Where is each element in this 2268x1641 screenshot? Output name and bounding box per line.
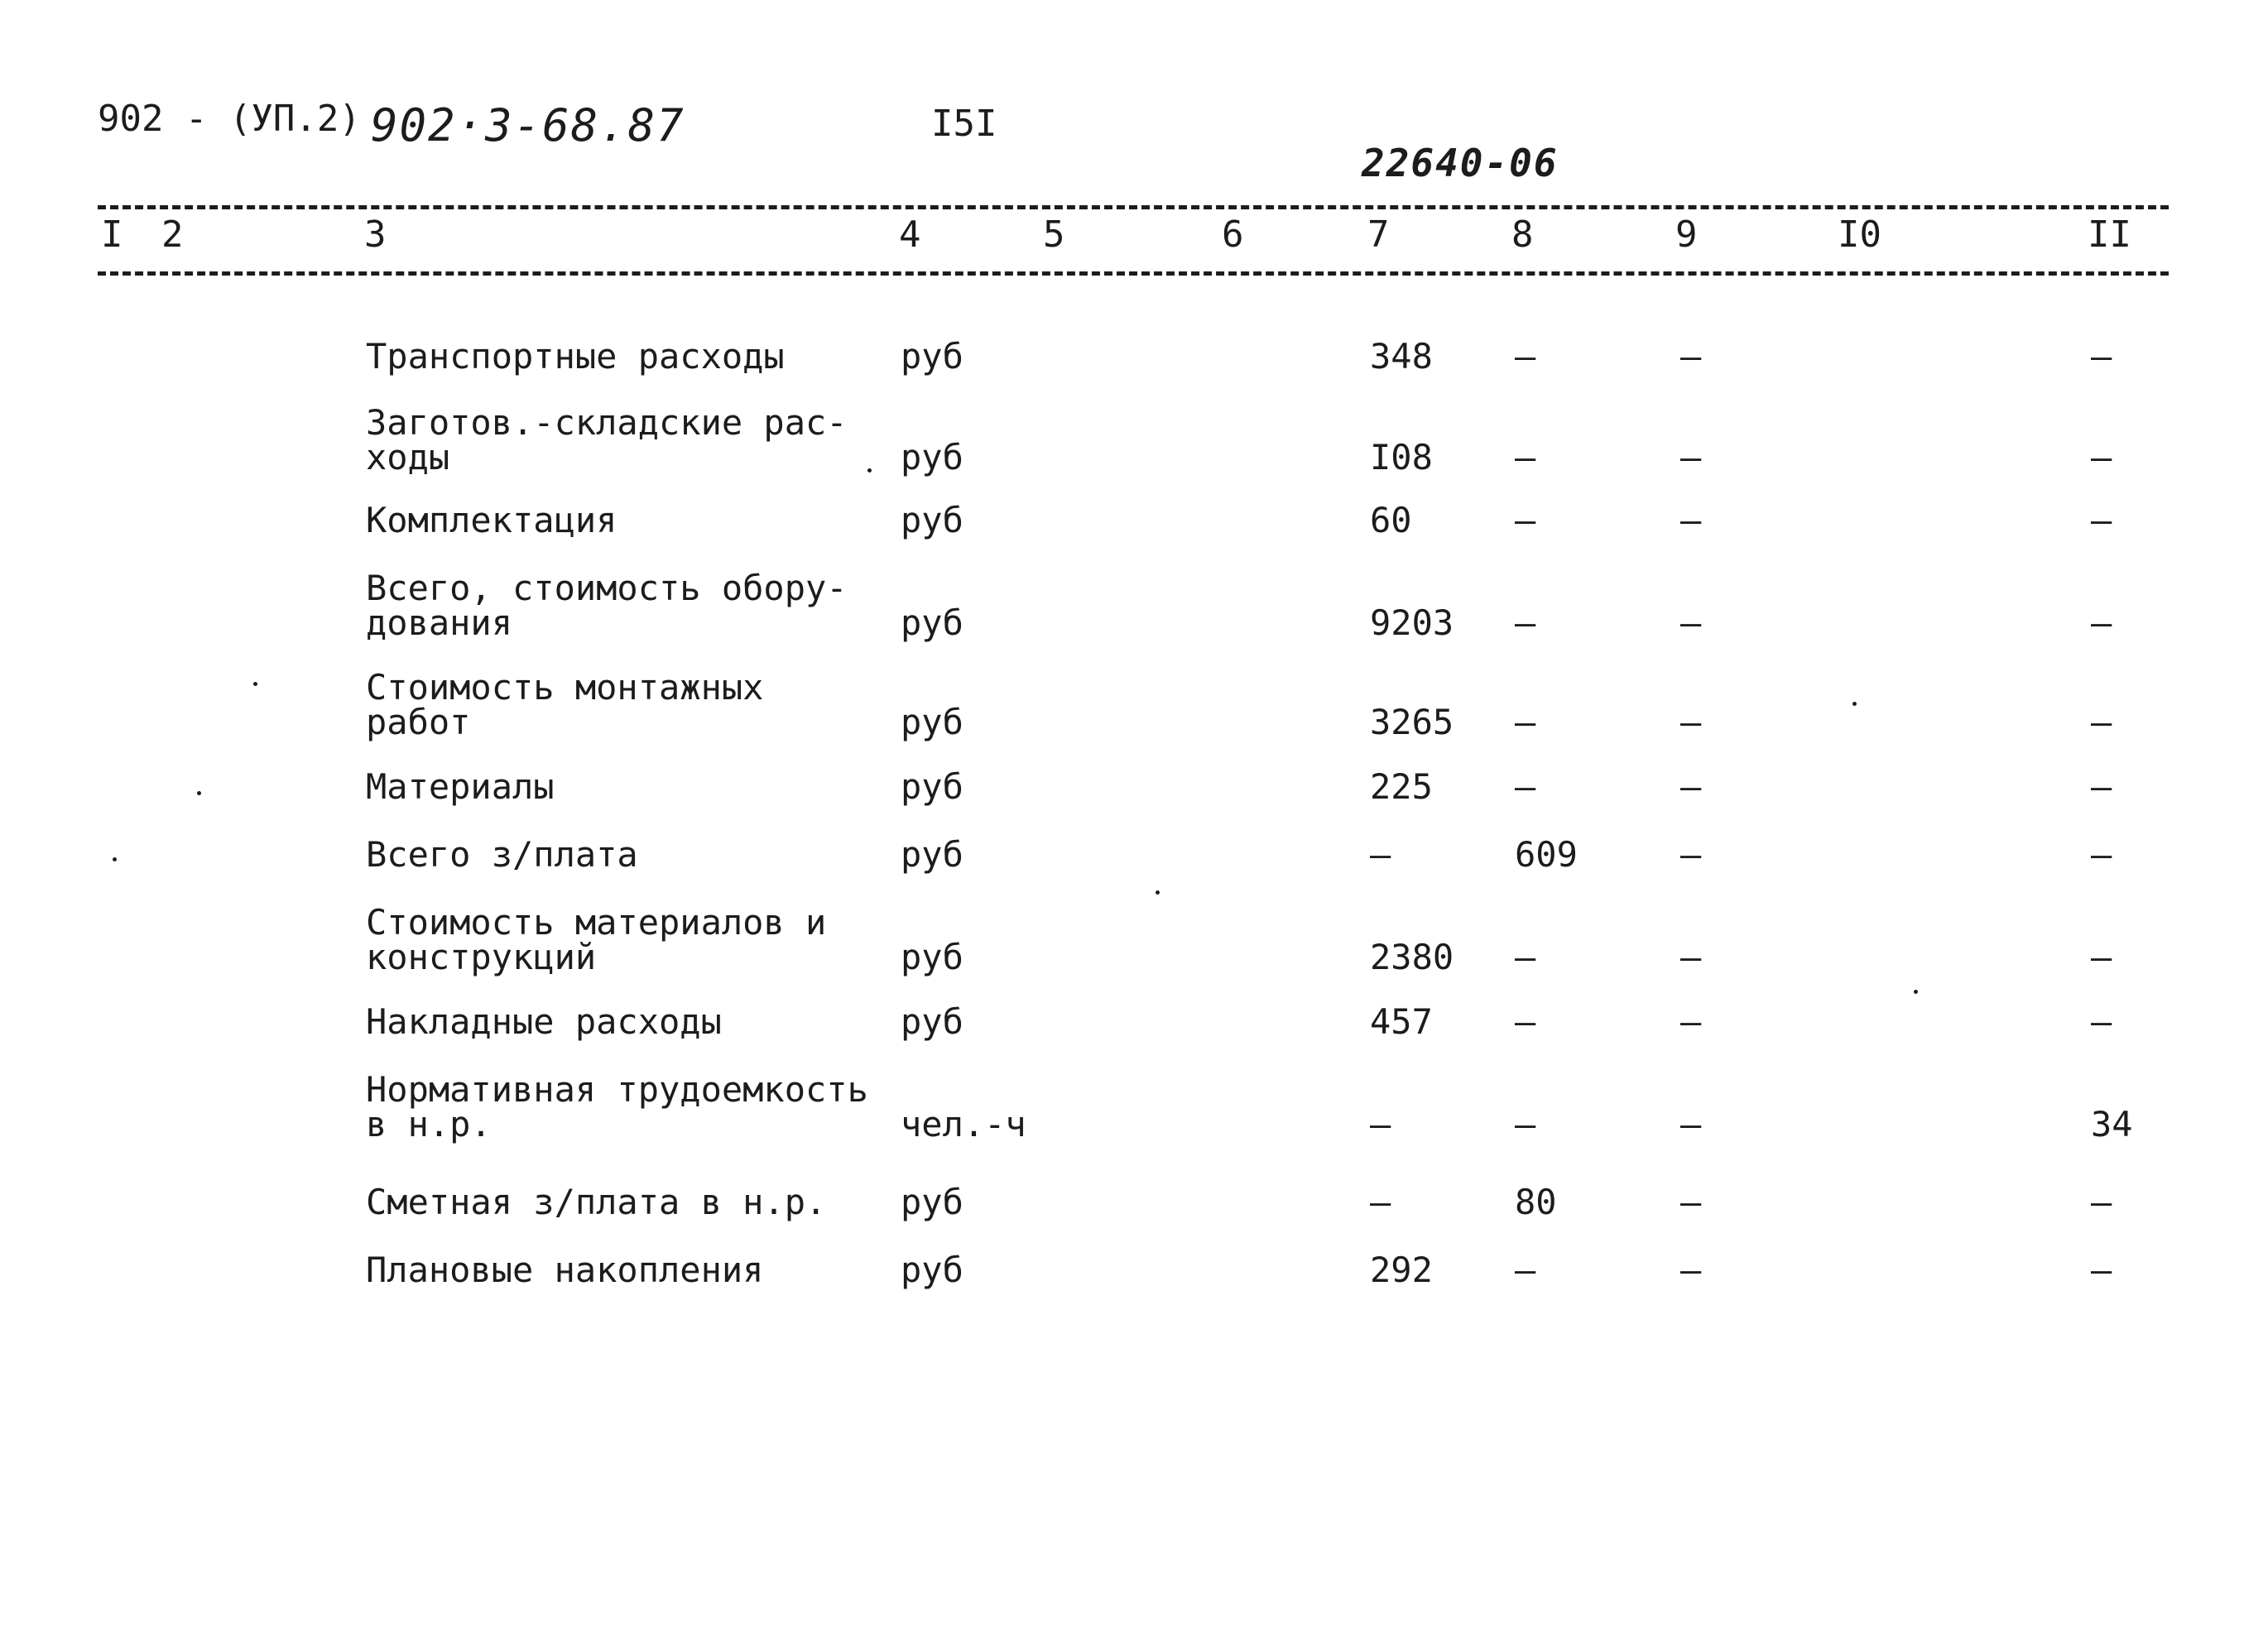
cell-c9: – <box>1680 1250 1702 1290</box>
cell-c7: 9203 <box>1370 602 1454 643</box>
row-description <box>366 1001 722 1042</box>
cell-c11: – <box>2091 336 2112 377</box>
cell-c9: – <box>1680 500 1702 540</box>
cell-c7: – <box>1370 834 1391 875</box>
cell-c8: 80 <box>1515 1182 1557 1222</box>
row-description <box>366 336 785 377</box>
handwritten-project-code: 902·3-68.87 <box>371 99 685 151</box>
cell-c9: – <box>1680 1001 1702 1042</box>
cell-c8: – <box>1515 937 1536 977</box>
cell-c8: – <box>1515 1001 1536 1042</box>
cell-c8: 609 <box>1515 834 1578 875</box>
cell-c11: – <box>2091 1182 2112 1222</box>
cell-c8: – <box>1515 766 1536 807</box>
row-unit: руб <box>901 834 963 875</box>
row-unit: руб <box>901 1182 963 1222</box>
row-description-line: конструкций <box>366 937 597 977</box>
cell-c9: – <box>1680 937 1702 977</box>
column-number: 2 <box>161 214 184 256</box>
scan-speck <box>1914 990 1918 994</box>
cell-c11: – <box>2091 500 2112 540</box>
cell-c9: – <box>1680 1104 1702 1144</box>
header-rule-top <box>98 205 2169 209</box>
cell-c9: – <box>1680 834 1702 875</box>
row-description <box>366 1069 868 1144</box>
cell-c11: – <box>2091 437 2112 477</box>
row-description-line: работ <box>366 702 471 742</box>
cell-c11: 34 <box>2091 1104 2133 1144</box>
cell-c9: – <box>1680 336 1702 377</box>
row-description-line: Заготов.-складские рас- <box>366 402 848 443</box>
row-description-line: Комплектация <box>366 500 617 540</box>
row-description <box>366 667 764 742</box>
scan-speck <box>197 791 201 795</box>
cell-c7: – <box>1370 1104 1391 1144</box>
cell-c11: – <box>2091 1001 2112 1042</box>
cell-c9: – <box>1680 702 1702 742</box>
cell-c7: 292 <box>1370 1250 1433 1290</box>
row-unit: руб <box>901 602 963 643</box>
column-number: 4 <box>899 214 921 256</box>
cell-c8: – <box>1515 1104 1536 1144</box>
row-unit: руб <box>901 500 963 540</box>
row-description-line: Стоимость монтажных <box>366 667 764 708</box>
cell-c8: – <box>1515 702 1536 742</box>
row-unit: чел.-ч <box>901 1104 1026 1144</box>
cell-c9: – <box>1680 602 1702 643</box>
row-description-line: в н.р. <box>366 1104 492 1144</box>
scan-speck <box>253 682 257 686</box>
row-unit: руб <box>901 336 963 377</box>
row-description <box>366 1250 764 1290</box>
cell-c11: – <box>2091 766 2112 807</box>
row-description-line: Всего з/плата <box>366 834 638 875</box>
row-description-line: Материалы <box>366 766 555 807</box>
cell-c11: – <box>2091 937 2112 977</box>
row-description-line: Всего, стоимость обору- <box>366 568 848 608</box>
cell-c8: – <box>1515 1250 1536 1290</box>
scan-speck <box>1852 702 1857 706</box>
column-number: II <box>2088 214 2131 256</box>
scan-speck <box>867 468 872 473</box>
cell-c9: – <box>1680 437 1702 477</box>
row-description <box>366 902 827 977</box>
cell-c11: – <box>2091 702 2112 742</box>
column-number: 8 <box>1511 214 1534 256</box>
row-description-line: Нормативная трудоемкость <box>366 1069 868 1110</box>
row-description-line: Накладные расходы <box>366 1001 722 1042</box>
cell-c7: 60 <box>1370 500 1412 540</box>
column-number: 7 <box>1367 214 1390 256</box>
column-number: 5 <box>1043 214 1065 256</box>
row-description <box>366 766 555 807</box>
column-number: 9 <box>1675 214 1698 256</box>
row-description <box>366 834 638 875</box>
row-unit: руб <box>901 437 963 477</box>
cell-c7: 2380 <box>1370 937 1454 977</box>
row-description <box>366 402 848 477</box>
cell-c7: I08 <box>1370 437 1433 477</box>
cell-c9: – <box>1680 1182 1702 1222</box>
row-description-line: Стоимость материалов и <box>366 902 827 943</box>
header-rule-bottom <box>98 271 2169 276</box>
scan-speck <box>1156 890 1160 895</box>
row-unit: руб <box>901 1001 963 1042</box>
column-number: I0 <box>1838 214 1881 256</box>
document-code: 22640-06 <box>1362 141 1559 185</box>
row-unit: руб <box>901 702 963 742</box>
series-label: 902 - (УП.2) <box>98 98 361 140</box>
cell-c7: – <box>1370 1182 1391 1222</box>
row-unit: руб <box>901 1250 963 1290</box>
column-number: 6 <box>1222 214 1244 256</box>
cell-c7: 3265 <box>1370 702 1454 742</box>
page-number: I5I <box>931 103 997 145</box>
row-description-line: Транспортные расходы <box>366 336 785 377</box>
row-description-line: дования <box>366 602 513 643</box>
row-description-line: Плановые накопления <box>366 1250 764 1290</box>
cell-c11: – <box>2091 602 2112 643</box>
row-description <box>366 500 617 540</box>
row-description-line: Сметная з/плата в н.р. <box>366 1182 827 1222</box>
cell-c7: 348 <box>1370 336 1433 377</box>
cell-c9: – <box>1680 766 1702 807</box>
row-description <box>366 568 848 643</box>
cell-c11: – <box>2091 834 2112 875</box>
cell-c7: 457 <box>1370 1001 1433 1042</box>
cell-c8: – <box>1515 336 1536 377</box>
cell-c8: – <box>1515 500 1536 540</box>
scan-speck <box>113 857 117 861</box>
cell-c11: – <box>2091 1250 2112 1290</box>
row-unit: руб <box>901 937 963 977</box>
column-number: I <box>101 214 123 256</box>
column-number: 3 <box>364 214 387 256</box>
row-description-line: ходы <box>366 437 450 477</box>
row-unit: руб <box>901 766 963 807</box>
cell-c8: – <box>1515 437 1536 477</box>
cell-c7: 225 <box>1370 766 1433 807</box>
row-description <box>366 1182 827 1222</box>
cell-c8: – <box>1515 602 1536 643</box>
